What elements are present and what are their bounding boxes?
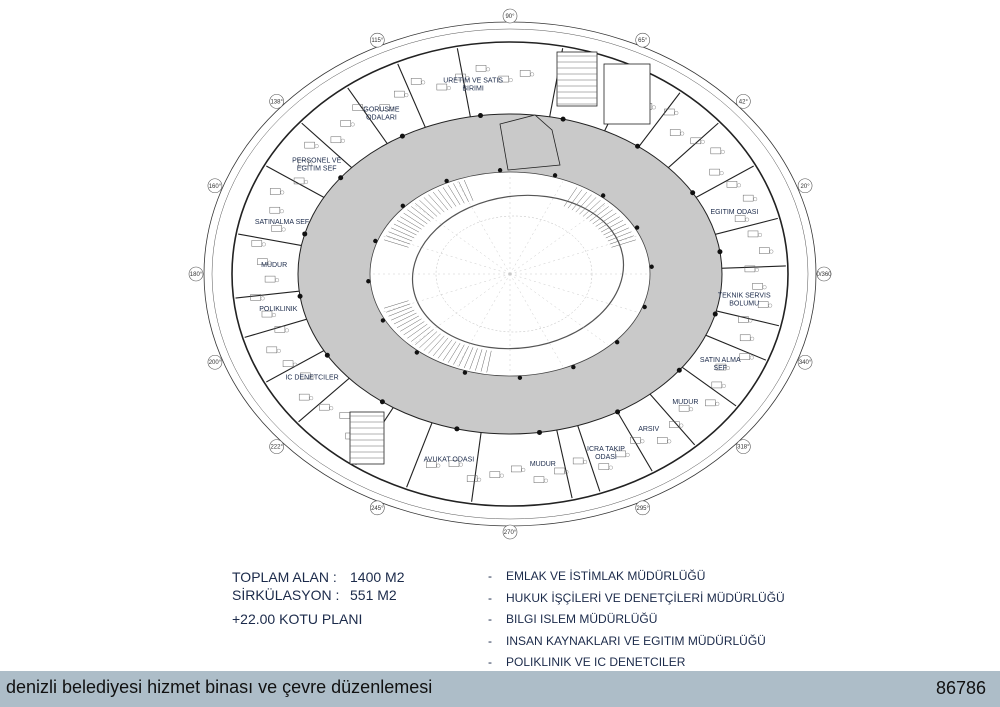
- room-label-line: BOLUMU: [729, 300, 760, 308]
- department-item: [488, 631, 785, 653]
- room-label-line: ICRA TAKIP: [587, 446, 625, 454]
- column: [615, 340, 619, 344]
- footer-bar: [0, 671, 1000, 707]
- room-label: [638, 426, 659, 433]
- dept-bullet: -: [488, 569, 492, 583]
- department-name: EMLAK VE İSTİMLAK MÜDÜRLÜĞÜ: [506, 569, 706, 583]
- room-label-line: SEF: [713, 365, 728, 373]
- department-name: HUKUK İŞÇİLERİ VE DENETÇİLERİ MÜDÜRLÜĞÜ: [506, 590, 785, 605]
- room-label-line: IC DENETCILER: [285, 374, 339, 382]
- angle-label: 20°: [800, 183, 810, 190]
- column: [415, 350, 419, 354]
- column: [553, 173, 557, 177]
- total-area-row: [232, 568, 404, 586]
- plan-level-title: +22.00 KOTU PLANI: [232, 611, 363, 627]
- angle-label: 65°: [638, 38, 648, 45]
- angle-label: 270°: [503, 530, 517, 536]
- room-label-line: URETIM VE SATIS: [443, 77, 503, 85]
- area-summary: [232, 568, 404, 628]
- room-label: [255, 219, 309, 226]
- column: [498, 168, 502, 172]
- department-item: [488, 566, 785, 588]
- room-label: [285, 375, 338, 382]
- room-label-line: POLIKLINIK: [259, 306, 298, 314]
- column: [649, 265, 653, 269]
- room-label: [261, 262, 287, 269]
- column: [717, 249, 722, 254]
- column: [463, 370, 467, 374]
- column: [380, 399, 385, 404]
- column: [713, 312, 718, 317]
- column: [401, 204, 405, 208]
- room-label-line: MUDUR: [529, 461, 556, 469]
- column: [373, 239, 377, 243]
- column: [635, 144, 640, 149]
- room-label-line: MUDUR: [261, 262, 288, 270]
- project-title: denizli belediyesi hizmet binası ve çevre düzenlemesi: [6, 677, 433, 697]
- central-atrium: [370, 172, 650, 376]
- circulation-label: SİRKÜLASYON :: [232, 587, 340, 603]
- angle-label: 138°: [270, 99, 283, 106]
- department-item: [488, 588, 785, 610]
- column: [381, 318, 385, 322]
- department-list: [488, 566, 785, 674]
- column: [338, 175, 343, 180]
- room-label-line: ODALARI: [366, 114, 397, 122]
- total-area-value: 1400 M2: [350, 569, 405, 585]
- column: [690, 190, 695, 195]
- column: [298, 294, 303, 299]
- circulation-row: [232, 586, 404, 604]
- room-label: [292, 158, 341, 173]
- room-label-line: SATINALMA SEF: [254, 218, 310, 226]
- column: [571, 365, 575, 369]
- room-label-line: MUDUR: [672, 398, 699, 406]
- column: [518, 376, 522, 380]
- room-label: [711, 209, 759, 216]
- angle-label: 160°: [208, 183, 222, 190]
- angle-label: 115°: [371, 38, 384, 45]
- column: [325, 353, 330, 358]
- column: [677, 368, 682, 373]
- room-label-line: GORUSME: [363, 106, 400, 114]
- column: [642, 305, 646, 309]
- room-label: [530, 461, 556, 468]
- column: [537, 430, 542, 435]
- department-name: BILGI ISLEM MÜDÜRLÜĞÜ: [506, 612, 658, 626]
- dept-bullet: -: [488, 633, 492, 648]
- angle-label: 180°: [189, 272, 203, 278]
- angle-label: 340°: [798, 360, 812, 367]
- column: [366, 279, 370, 283]
- room-label: [259, 306, 297, 313]
- column: [561, 117, 566, 122]
- wc-core: [604, 64, 650, 124]
- department-name: POLIKLINIK VE IC DENETCILER: [506, 655, 686, 669]
- room-label-line: EGITIM ODASI: [710, 209, 759, 217]
- dept-bullet: -: [488, 590, 492, 605]
- angle-label: 245°: [371, 505, 384, 512]
- room-label-line: ARSIV: [638, 425, 660, 433]
- angle-label: 222°: [270, 444, 283, 451]
- column: [454, 426, 459, 431]
- column: [635, 225, 639, 229]
- room-label: [363, 106, 400, 121]
- stair-core-south: [350, 412, 384, 464]
- column: [615, 409, 620, 414]
- dept-bullet: -: [488, 612, 492, 626]
- total-area-label: TOPLAM ALAN :: [232, 569, 337, 585]
- room-label: [424, 456, 475, 463]
- angle-label: 0/360: [816, 272, 832, 278]
- column: [478, 113, 483, 118]
- room-label-line: EGITIM SEF: [296, 165, 337, 173]
- room-label-line: SATIN ALMA: [699, 357, 741, 365]
- dept-bullet: -: [488, 655, 492, 669]
- room-label-line: PERSONEL VE: [292, 157, 342, 165]
- department-item: [488, 609, 785, 631]
- room-label-line: TEKNIK SERVIS: [717, 292, 771, 300]
- room-label-line: ODASI: [595, 454, 617, 462]
- angle-label: 318°: [737, 444, 750, 451]
- room-label: [672, 399, 698, 406]
- angle-label: 200°: [208, 360, 222, 367]
- column: [302, 231, 307, 236]
- angle-label: 295°: [636, 505, 649, 512]
- room-label-line: AVUKAT ODASI: [423, 456, 475, 464]
- room-label-line: BIRIMI: [462, 85, 484, 93]
- sheet-number: 86786: [935, 678, 986, 698]
- circulation-value: 551 M2: [350, 587, 397, 603]
- column: [601, 193, 605, 197]
- angle-label: 42°: [738, 99, 748, 106]
- department-name: INSAN KAYNAKLARI VE EGITIM MÜDÜRLÜĞÜ: [506, 633, 766, 648]
- angle-label: 90°: [505, 14, 515, 20]
- column: [444, 179, 448, 183]
- column: [400, 134, 405, 139]
